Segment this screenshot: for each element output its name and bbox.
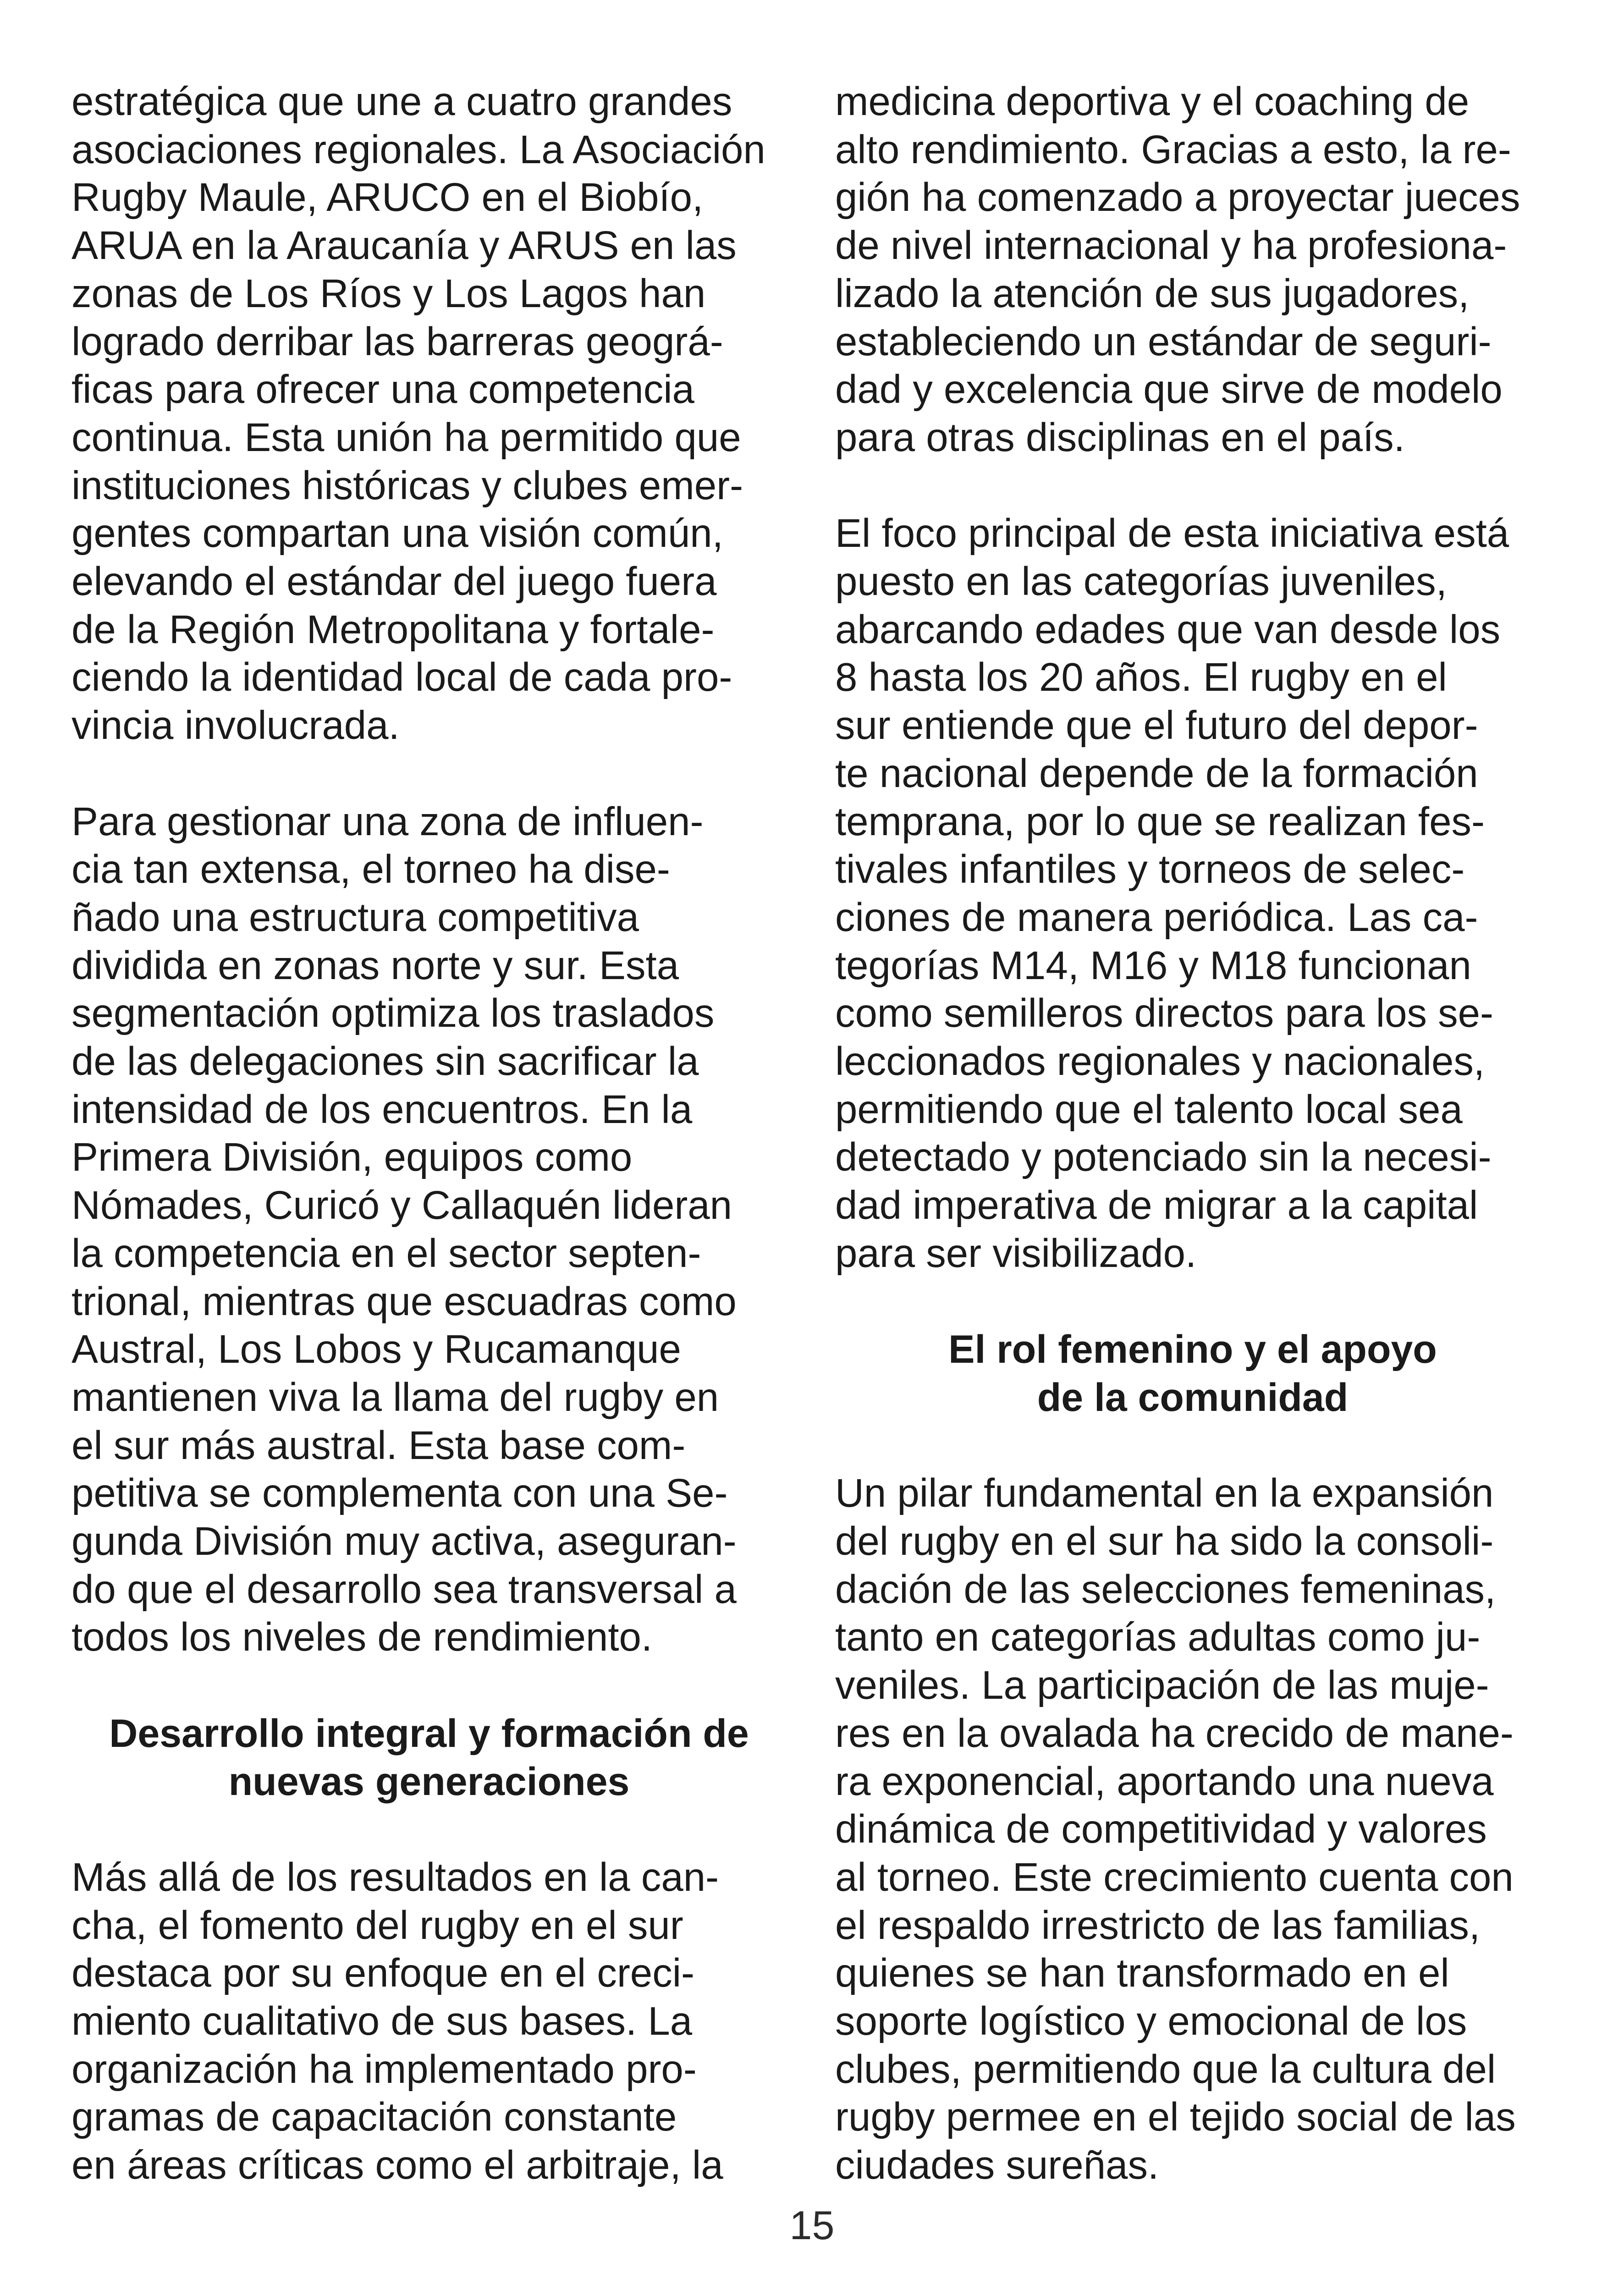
text-line: dación de las selecciones femeninas, [835,1567,1496,1612]
text-line: res en la ovalada ha crecido de mane- [835,1711,1514,1756]
text-line: vincia involucrada. [72,703,400,748]
text-line: Un pilar fundamental en la expansión [835,1471,1494,1516]
text-line: asociaciones regionales. La Asociación [72,127,765,172]
right-paragraph-2 [835,510,1550,1277]
text-line: dad y excelencia que sirve de modelo [835,367,1503,412]
right-paragraph-1 [835,78,1550,462]
text-line: en áreas críticas como el arbitraje, la [72,2143,723,2188]
text-line: gramas de capacitación constante [72,2095,677,2140]
text-line: ra exponencial, aportando una nueva [835,1759,1494,1804]
text-line: temprana, por lo que se realizan fes- [835,799,1485,844]
text-line: todos los niveles de rendimiento. [72,1615,653,1660]
text-line: puesto en las categorías juveniles, [835,559,1447,604]
text-line: Nómades, Curicó y Callaquén lideran [72,1183,732,1228]
paragraph-spacer [835,462,1550,510]
text-line: medicina deportiva y el coaching de [835,79,1470,124]
text-line: sur entiende que el futuro del depor- [835,703,1478,748]
text-line: ficas para ofrecer una competencia [72,367,694,412]
text-line: estratégica que une a cuatro grandes [72,79,732,124]
text-line: permitiendo que el talento local sea [835,1087,1463,1132]
paragraph-spacer [835,1422,1550,1470]
text-line: organización ha implementado pro- [72,2047,697,2092]
left-paragraph-3 [72,1854,787,2190]
text-line: de nivel internacional y ha profesiona- [835,223,1507,268]
text-line: elevando el estándar del juego fuera [72,559,717,604]
text-line: trional, mientras que escuadras como [72,1279,737,1324]
text-line: intensidad de los encuentros. En la [72,1087,693,1132]
text-line: logrado derribar las barreras geográ- [72,319,723,364]
text-line: zonas de Los Ríos y Los Lagos han [72,271,706,316]
text-line: rugby permee en el tejido social de las [835,2095,1516,2140]
paragraph-spacer [72,1662,787,1710]
text-line: mantienen viva la llama del rugby en [72,1375,719,1420]
text-line: de la Región Metropolitana y fortale- [72,607,715,652]
text-line: dinámica de competitividad y valores [835,1807,1487,1852]
text-line: gión ha comenzado a proyectar jueces [835,175,1520,220]
text-line: Rugby Maule, ARUCO en el Biobío, [72,175,704,220]
text-line: tanto en categorías adultas como ju- [835,1615,1481,1660]
text-line: 8 hasta los 20 años. El rugby en el [835,655,1447,700]
text-line: do que el desarrollo sea transversal a [72,1567,737,1612]
text-line: petitiva se complementa con una Se- [72,1471,728,1516]
text-line: ñado una estructura competitiva [72,895,639,940]
text-line: el sur más austral. Esta base com- [72,1423,686,1468]
text-line: segmentación optimiza los traslados [72,991,715,1036]
left-column [72,78,787,2190]
section-heading-rol-femenino [835,1326,1550,1421]
text-line: para otras disciplinas en el país. [835,415,1405,460]
text-line: lizado la atención de sus jugadores, [835,271,1470,316]
text-line: gentes compartan una visión común, [72,511,723,556]
text-line: alto rendimiento. Gracias a esto, la re- [835,127,1511,172]
text-line: El foco principal de esta iniciativa está [835,511,1509,556]
page-number: 15 [789,2202,835,2248]
left-paragraph-2 [72,798,787,1662]
text-line: ARUA en la Araucanía y ARUS en las [72,223,737,268]
text-line: cia tan extensa, el torneo ha dise- [72,847,670,892]
text-line: ciendo la identidad local de cada pro- [72,655,732,700]
text-line: del rugby en el sur ha sido la consoli- [835,1519,1494,1564]
text-line: al torneo. Este crecimiento cuenta con [835,1855,1514,1900]
paragraph-spacer [72,1806,787,1854]
heading-line: nuevas generaciones [228,1759,630,1804]
text-line: estableciendo un estándar de seguri- [835,319,1492,364]
text-line: quienes se han transformado en el [835,1951,1449,1996]
paragraph-spacer [72,750,787,798]
text-line: como semilleros directos para los se- [835,991,1494,1036]
text-line: tivales infantiles y torneos de selec- [835,847,1465,892]
text-line: de las delegaciones sin sacrificar la [72,1039,699,1084]
right-paragraph-3 [835,1470,1550,2190]
text-line: Primera División, equipos como [72,1135,633,1180]
text-line: instituciones históricas y clubes emer- [72,463,743,508]
text-line: veniles. La participación de las muje- [835,1663,1489,1708]
text-line: tegorías M14, M16 y M18 funcionan [835,943,1471,988]
heading-line: El rol femenino y el apoyo [948,1327,1437,1372]
text-line: leccionados regionales y nacionales, [835,1039,1485,1084]
text-line: te nacional depende de la formación [835,751,1478,796]
text-line: ciones de manera periódica. Las ca- [835,895,1478,940]
heading-line: Desarrollo integral y formación de [109,1711,749,1756]
text-line: dad imperativa de migrar a la capital [835,1183,1478,1228]
text-line: la competencia en el sector septen- [72,1231,701,1276]
text-line: destaca por su enfoque en el creci- [72,1951,694,1996]
section-heading-desarrollo [72,1710,787,1806]
paragraph-spacer [835,1278,1550,1326]
text-line: Para gestionar una zona de influen- [72,799,704,844]
text-line: soporte logístico y emocional de los [835,1999,1467,2044]
heading-line: de la comunidad [1037,1375,1349,1420]
text-line: el respaldo irrestricto de las familias, [835,1903,1481,1948]
text-line: ciudades sureñas. [835,2143,1159,2188]
text-line: gunda División muy activa, aseguran- [72,1519,737,1564]
text-line: para ser visibilizado. [835,1231,1197,1276]
right-column [835,78,1550,2190]
text-line: abarcando edades que van desde los [835,607,1501,652]
text-line: detectado y potenciado sin la necesi- [835,1135,1492,1180]
text-line: dividida en zonas norte y sur. Esta [72,943,679,988]
text-line: Más allá de los resultados en la can- [72,1855,719,1900]
text-line: continua. Esta unión ha permitido que [72,415,741,460]
text-line: Austral, Los Lobos y Rucamanque [72,1327,681,1372]
text-line: cha, el fomento del rugby en el sur [72,1903,683,1948]
left-paragraph-1 [72,78,787,750]
text-line: clubes, permitiendo que la cultura del [835,2047,1496,2092]
text-line: miento cualitativo de sus bases. La [72,1999,693,2044]
